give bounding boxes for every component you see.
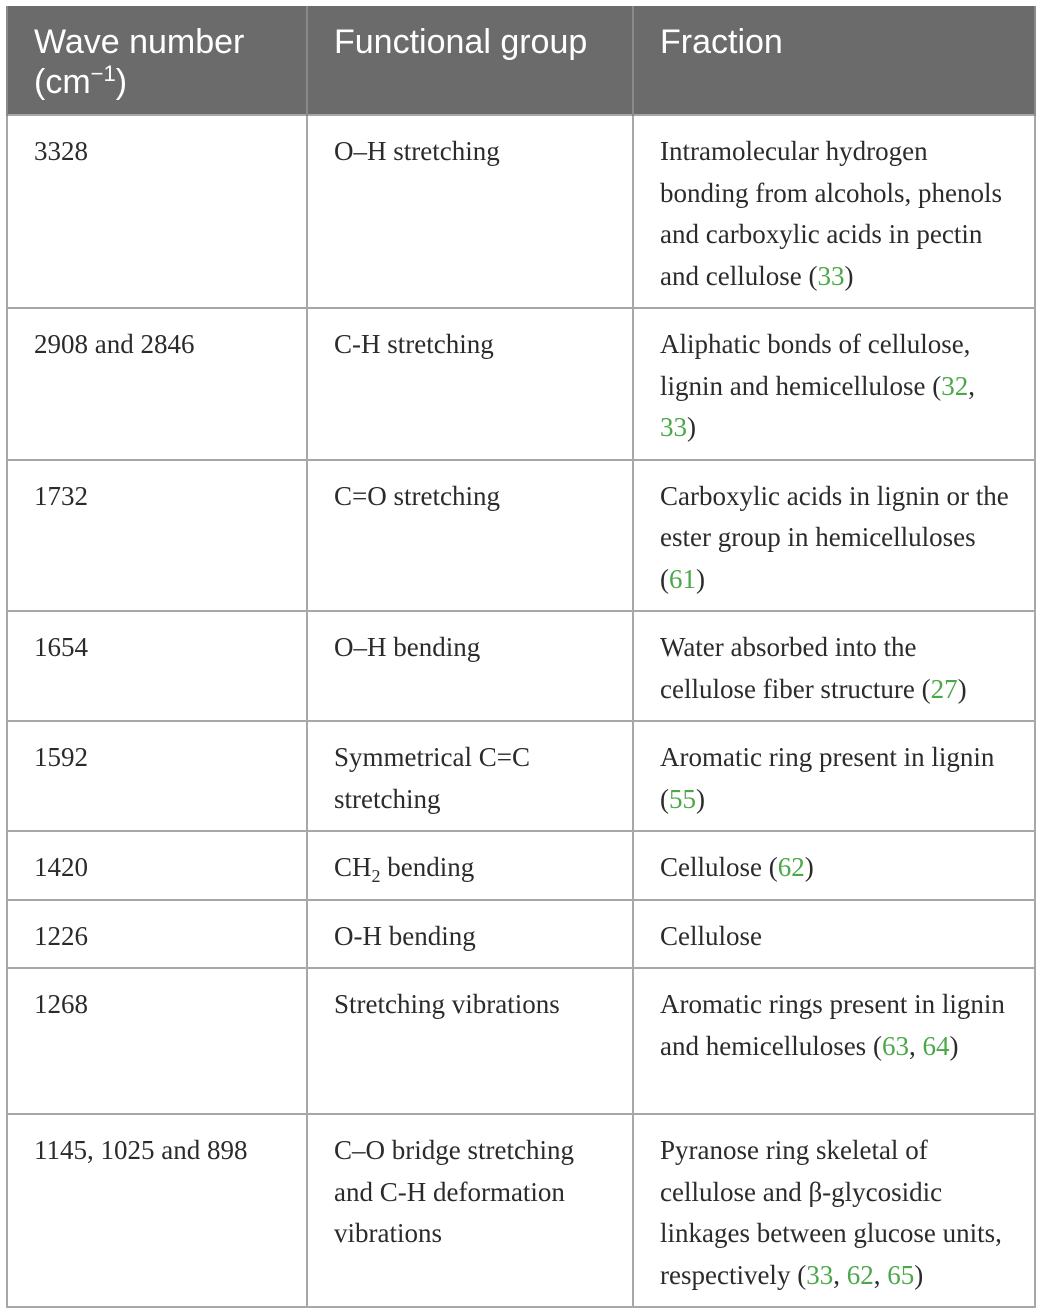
table-row [7, 900, 1035, 969]
cell-wave-number: 1732 [7, 460, 307, 612]
fraction-text: Aromatic rings present in lignin and hemicelluloses ( [660, 989, 1005, 1061]
citation-link[interactable]: 62 [777, 852, 805, 882]
cell-functional-group: C-H stretching [307, 308, 633, 460]
citation-link[interactable]: 65 [887, 1259, 915, 1290]
fraction-text: Water absorbed into the cellulose fiber structure ( [660, 632, 931, 704]
fraction-close: ) [804, 852, 814, 882]
citation-separator: , [833, 1259, 847, 1290]
table-row [7, 611, 1035, 721]
cell-fraction [633, 721, 1035, 831]
citation-link[interactable]: 27 [930, 673, 958, 704]
header-wave-unit-sup: −1 [90, 61, 116, 86]
cell-fraction [633, 611, 1035, 721]
header-wave-unit-close: ) [115, 63, 128, 101]
group-subscript: 2 [371, 866, 381, 886]
cell-functional-group: O-H bending [307, 900, 633, 969]
citation-separator: , [908, 1030, 923, 1061]
header-fraction: Fraction [633, 6, 1035, 115]
fraction-close: ) [949, 1030, 959, 1061]
cell-wave-number: 1268 [7, 968, 307, 1114]
table-row [7, 1114, 1035, 1307]
cell-fraction [633, 115, 1035, 308]
header-functional-group: Functional group [307, 6, 633, 115]
group-text-post: bending [380, 852, 475, 882]
header-wave-unit-open: (cm [34, 63, 91, 101]
cell-wave-number: 1226 [7, 900, 307, 969]
table-row [7, 968, 1035, 1114]
fraction-text: Intramolecular hydrogen bonding from alcohols, phenols and carboxylic acids in pectin and cellulose ( [660, 136, 1002, 291]
citation-link[interactable]: 33 [817, 260, 845, 291]
citation-link[interactable]: 32 [941, 370, 969, 401]
fraction-close: ) [844, 260, 854, 291]
fraction-close: ) [696, 563, 705, 594]
cell-functional-group: C=O stretching [307, 460, 633, 612]
citation-link[interactable]: 55 [669, 783, 696, 814]
citation-separator: , [968, 370, 975, 401]
fraction-text: Cellulose ( [660, 852, 778, 882]
cell-wave-number: 1420 [7, 831, 307, 900]
cell-wave-number: 1654 [7, 611, 307, 721]
ftir-table [6, 6, 1036, 1308]
fraction-text: Carboxylic acids in lignin or the ester group in hemicelluloses ( [660, 480, 1009, 594]
cell-functional-group: Stretching vibrations [307, 968, 633, 1114]
table-row [7, 721, 1035, 831]
fraction-close: ) [957, 673, 967, 704]
fraction-close: ) [687, 412, 696, 442]
cell-wave-number: 1145, 1025 and 898 [7, 1114, 307, 1307]
cell-functional-group: O–H stretching [307, 115, 633, 308]
cell-fraction [633, 968, 1035, 1114]
cell-functional-group: Symmetrical C=C stretching [307, 721, 633, 831]
fraction-text: Aliphatic bonds of cellulose, lignin and hemicellulose ( [660, 329, 971, 401]
header-wave-label: Wave number [34, 23, 245, 61]
fraction-close: ) [696, 783, 705, 814]
cell-fraction [633, 308, 1035, 460]
cell-wave-number: 3328 [7, 115, 307, 308]
citation-link[interactable]: 61 [669, 563, 696, 594]
cell-wave-number: 2908 and 2846 [7, 308, 307, 460]
header-wave-number [7, 6, 307, 115]
citation-separator: , [873, 1259, 888, 1290]
citation-link[interactable]: 33 [806, 1259, 834, 1290]
citation-link[interactable]: 63 [881, 1030, 909, 1061]
cell-fraction: Cellulose [633, 900, 1035, 969]
table-row [7, 115, 1035, 308]
citation-link[interactable]: 62 [846, 1259, 874, 1290]
cell-fraction [633, 1114, 1035, 1307]
citation-link[interactable]: 33 [660, 412, 687, 442]
fraction-text: Aromatic ring present in lignin ( [660, 742, 995, 814]
table-row [7, 831, 1035, 900]
cell-wave-number: 1592 [7, 721, 307, 831]
table-header-row [7, 6, 1035, 115]
cell-fraction [633, 460, 1035, 612]
cell-functional-group [307, 831, 633, 900]
cell-functional-group: C–O bridge stretching and C-H deformation vibrations [307, 1114, 633, 1307]
fraction-close: ) [914, 1259, 924, 1290]
table-row [7, 308, 1035, 460]
cell-fraction [633, 831, 1035, 900]
group-text: CH [334, 852, 372, 882]
cell-functional-group: O–H bending [307, 611, 633, 721]
citation-link[interactable]: 64 [922, 1030, 950, 1061]
table-row [7, 460, 1035, 612]
fraction-text: Pyranose ring skeletal of cellulose and β-glycosidic linkages between glucose units, respectively ( [660, 1135, 1002, 1290]
